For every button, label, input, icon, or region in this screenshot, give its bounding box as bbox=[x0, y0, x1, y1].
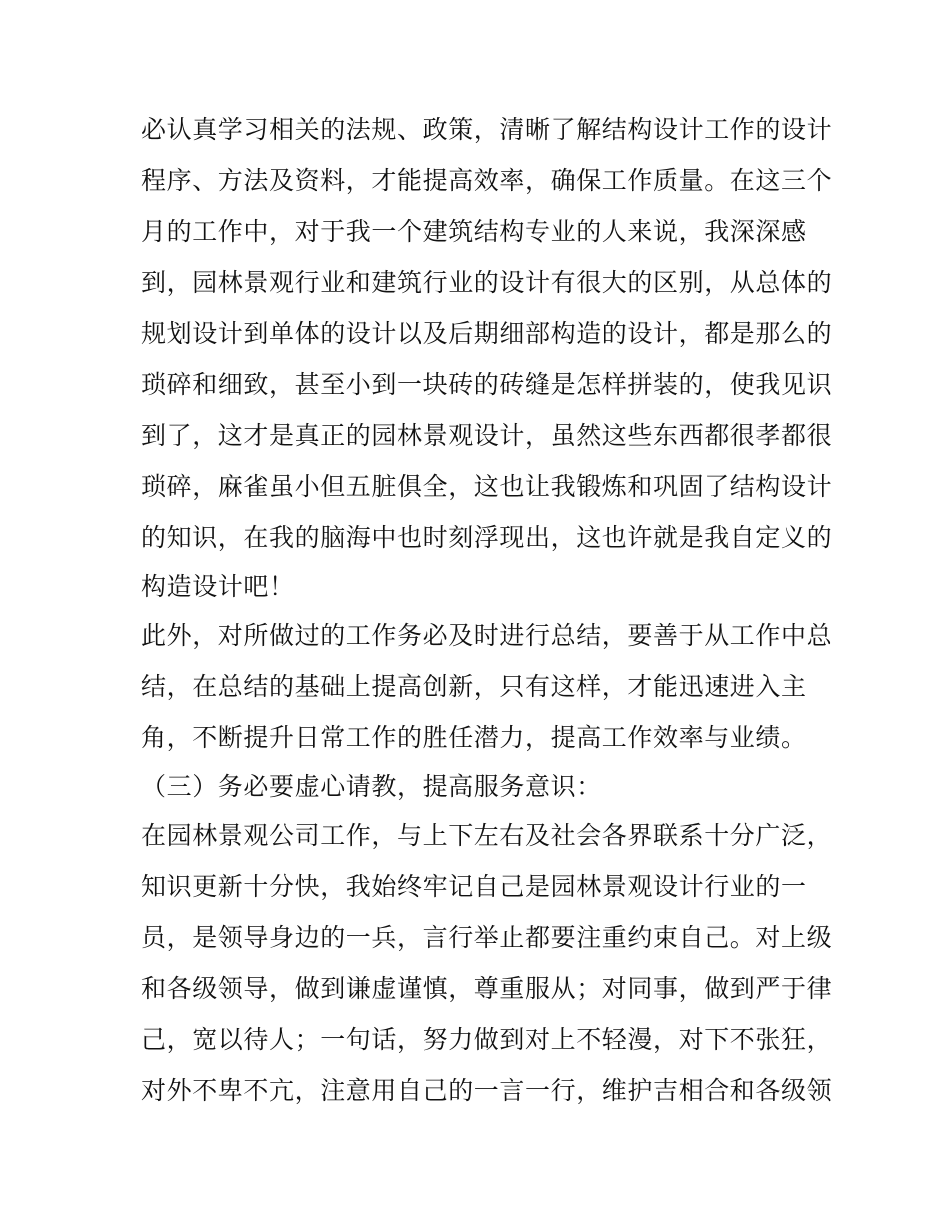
text-line: 到，园林景观行业和建筑行业的设计有很大的区别，从总体的 bbox=[141, 268, 833, 297]
text-line: 琐碎和细致，甚至小到一块砖的砖缝是怎样拼装的，使我见识 bbox=[141, 370, 833, 399]
text-line: 己，宽以待人；一句话，努力做到对上不轻漫，对下不张狂， bbox=[141, 1025, 833, 1054]
text-line: 和各级领导，做到谦虚谨慎，尊重服从；对同事，做到严于律 bbox=[141, 974, 833, 1003]
text-line: （三）务必要虚心请教，提高服务意识： bbox=[141, 772, 602, 801]
text-line: 结，在总结的基础上提高创新，只有这样，才能迅速进入主 bbox=[141, 672, 807, 701]
text-line: 构造设计吧！ bbox=[141, 572, 295, 601]
text-line: 月的工作中，对于我一个建筑结构专业的人来说，我深深感 bbox=[141, 217, 807, 246]
text-line: 在园林景观公司工作，与上下左右及社会各界联系十分广泛， bbox=[141, 821, 833, 850]
text-line: 此外，对所做过的工作务必及时进行总结，要善于从工作中总 bbox=[141, 621, 833, 650]
text-line: 规划设计到单体的设计以及后期细部构造的设计，都是那么的 bbox=[141, 319, 833, 348]
text-line: 知识更新十分快，我始终牢记自己是园林景观设计行业的一 bbox=[141, 872, 807, 901]
text-line: 程序、方法及资料，才能提高效率，确保工作质量。在这三个 bbox=[141, 166, 833, 195]
text-line: 琐碎，麻雀虽小但五脏俱全，这也让我锻炼和巩固了结构设计 bbox=[141, 472, 833, 501]
text-line: 的知识，在我的脑海中也时刻浮现出，这也许就是我自定义的 bbox=[141, 523, 833, 552]
text-line: 到了，这才是真正的园林景观设计，虽然这些东西都很孝都很 bbox=[141, 421, 833, 450]
text-line: 对外不卑不亢，注意用自己的一言一行，维护吉相合和各级领 bbox=[141, 1076, 833, 1105]
text-line: 角，不断提升日常工作的胜任潜力，提高工作效率与业绩。 bbox=[141, 723, 807, 752]
text-line: 必认真学习相关的法规、政策，清晰了解结构设计工作的设计 bbox=[141, 115, 833, 144]
text-line: 员，是领导身边的一兵，言行举止都要注重约束自己。对上级 bbox=[141, 923, 833, 952]
